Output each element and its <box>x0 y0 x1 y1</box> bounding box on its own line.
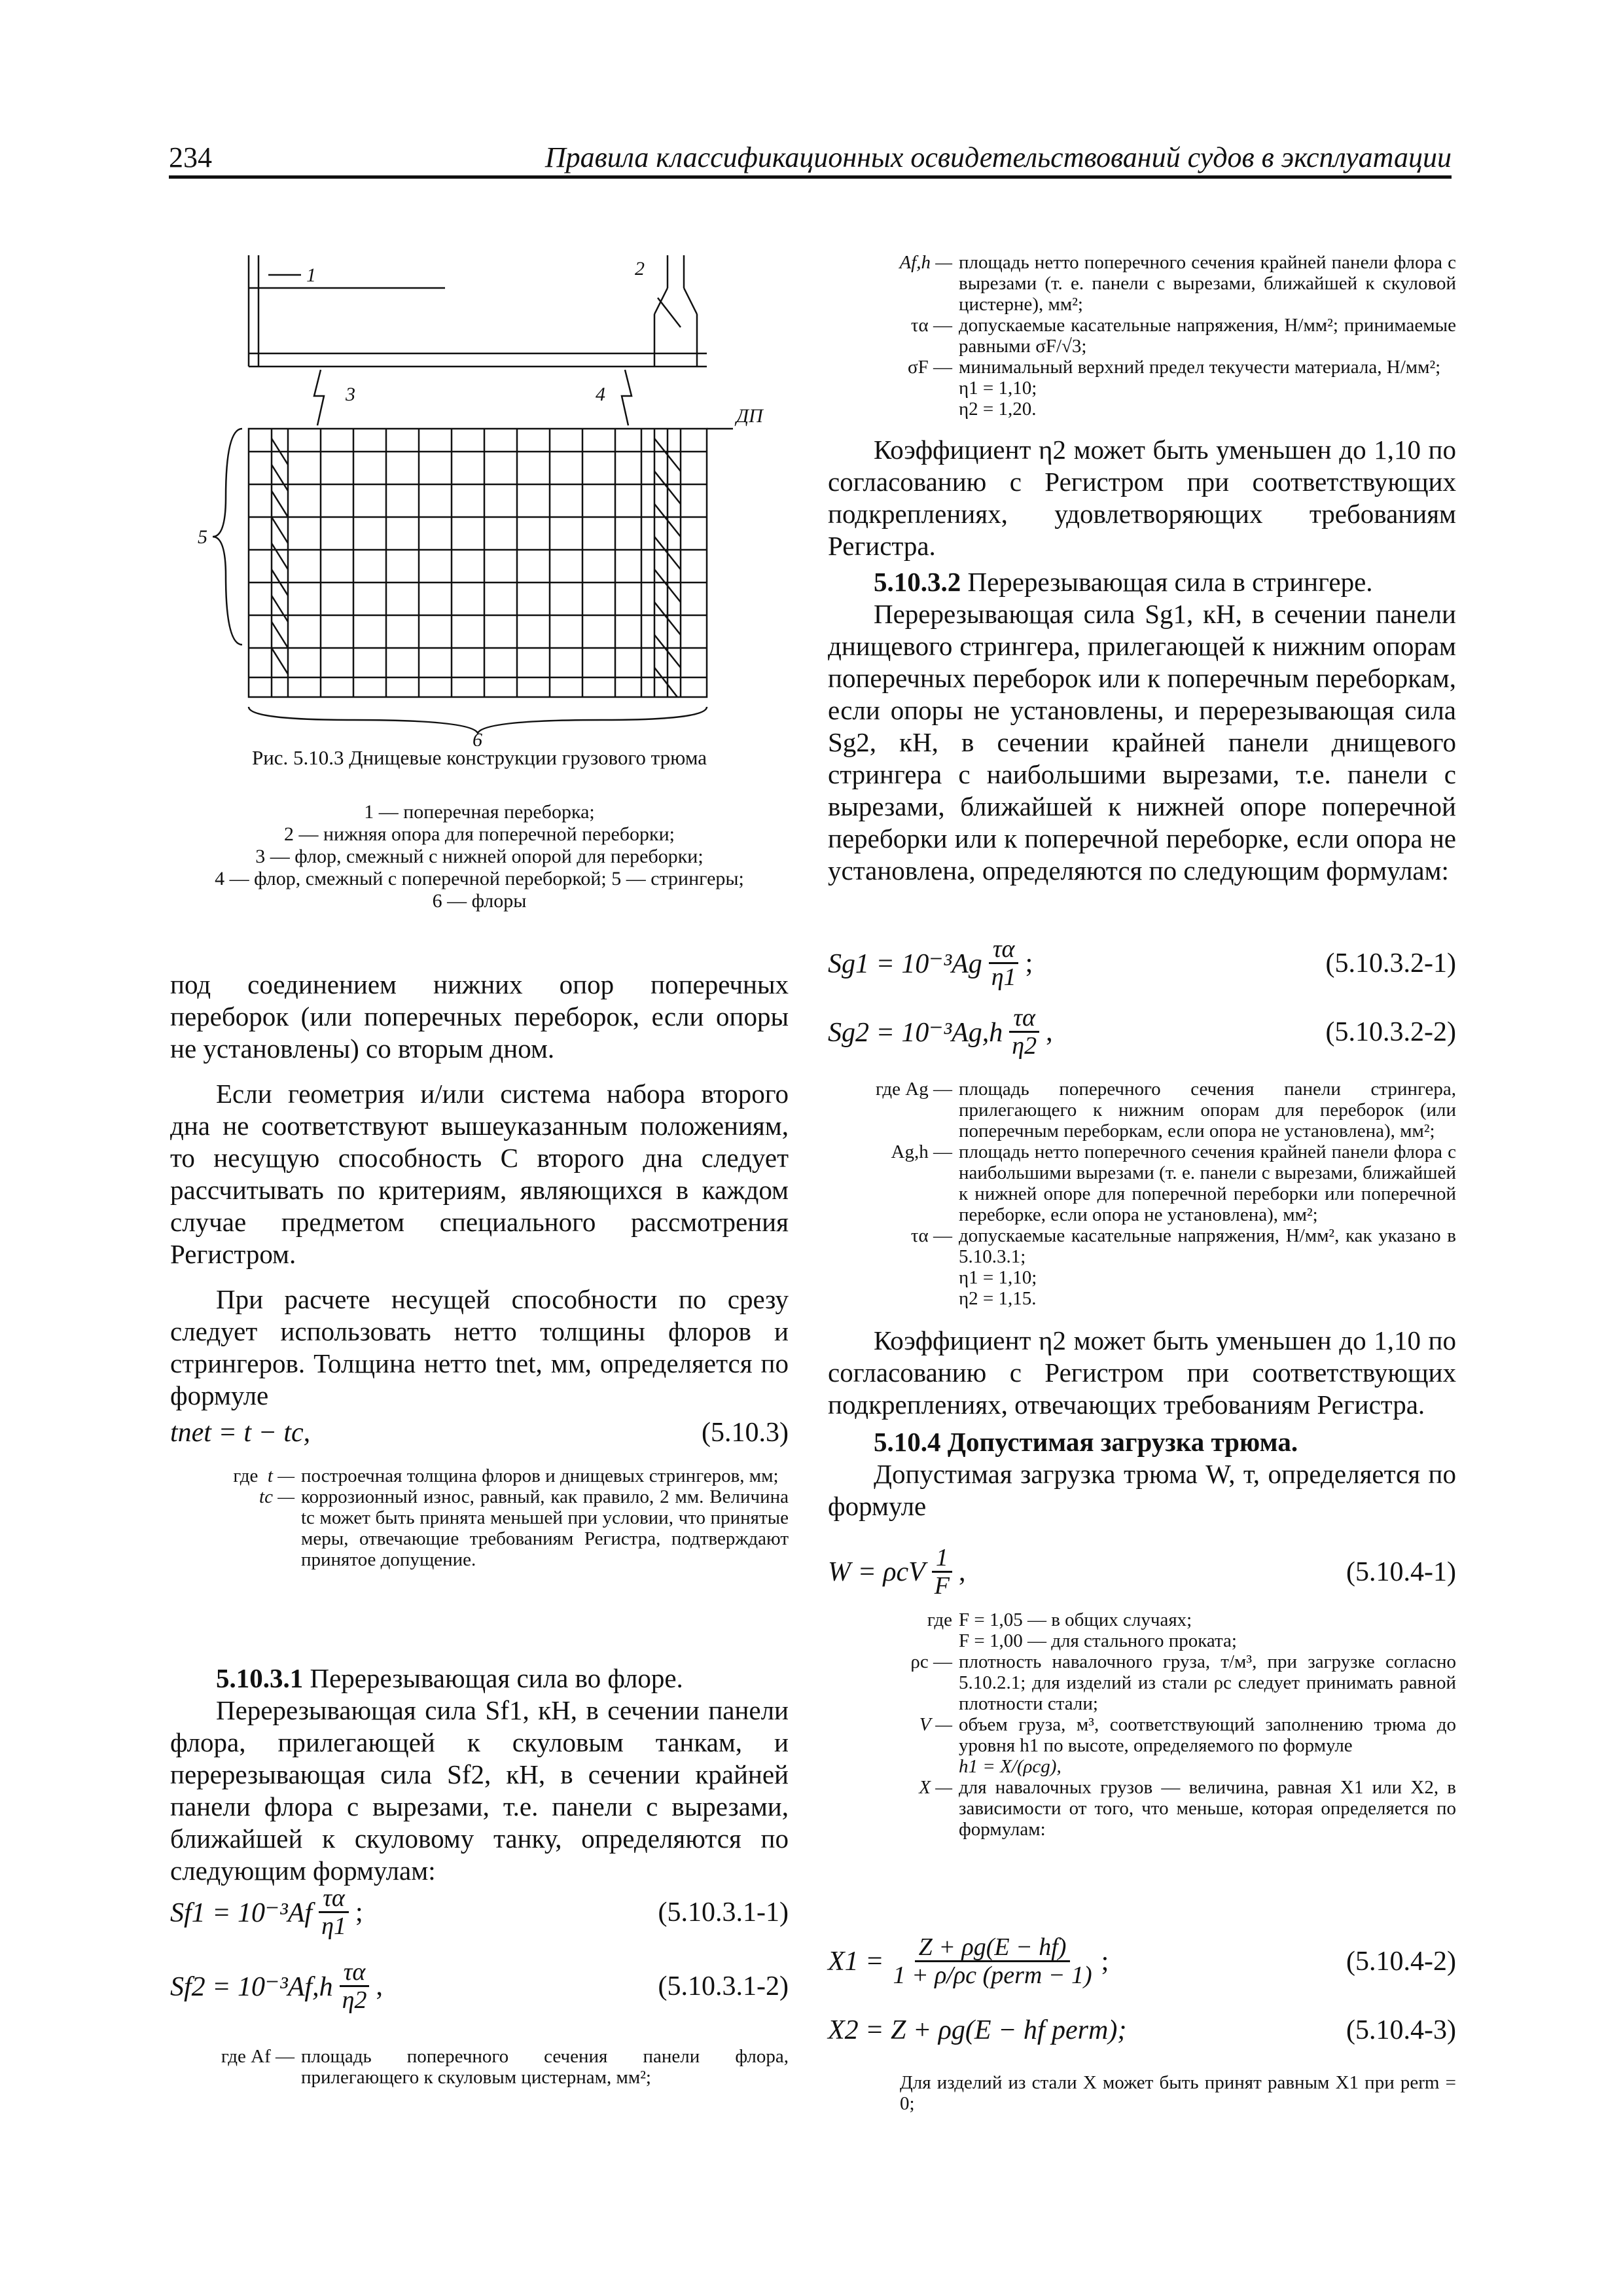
paragraph: Перерезывающая сила Sg1, кН, в сечении панели днищевого стрингера, прилегающей к нижним опорам поперечных переборок или к поперечным переборкам, если опоры не установлены, и перерезывающая сила Sg2, кН, в сечении крайней панели днищевого стрингера с наибольшими вырезами, т.е. панели с вырезами, ближайшей к нижней опоре поперечной переборки или к поперечной переборке, если опора не установлена, определяются по следующим формулам: <box>828 599 1456 886</box>
formula-sg1: Sg1 = 10⁻³Ag $\frac{\tau\alpha}{\eta 1}$ ; (5.10.3.2-1) <box>828 935 1456 991</box>
paragraph: Коэффициент η2 может быть уменьшен до 1,10 по согласованию с Регистром при соответствующих подкреплениях, отвечающих требованиям Регистра. <box>828 1325 1456 1420</box>
glossary-term: ρc — <box>910 1651 952 1672</box>
formula-number: (5.10.3.1-2) <box>658 1971 789 2001</box>
formula-x1: X1 = $\frac{Z + \rho g(E - hf)}{\text{1 + ρ/ρc (perm − 1)}}$ ; (5.10.4-2) <box>828 1933 1456 1989</box>
paragraph: под соединением нижних опор поперечных переборок (или поперечных переборок, если опоры не установлены) со вторым дном. <box>170 969 789 1064</box>
legend-item: 4 — флор, смежный с поперечной переборкой; 5 — стрингеры; <box>215 868 744 889</box>
fig-label-3: 3 <box>346 384 355 405</box>
eta-value: η2 = 1,20. <box>959 399 1037 420</box>
paragraph: Перерезывающая сила Sf1, кН, в сечении панели флора, прилегающей к скуловым танкам, и перерезывающая сила Sf2, кН, в сечении крайней панели флора с вырезами, т.е. панели с вырезами, ближайшей к скуловому танку, определяются по следующим формулам: <box>170 1695 789 1886</box>
paragraph: Допустимая загрузка трюма W, т, определяется по формуле <box>828 1459 1456 1521</box>
formula-tnet: tnet = t − tc, (5.10.3) <box>170 1418 789 1448</box>
fig-label-dp: ДП <box>736 405 763 427</box>
glossary-def: F = 1,00 — для стального проката; <box>959 1630 1237 1651</box>
glossary-term: Ag,h — <box>891 1141 952 1162</box>
figure-legend <box>170 801 789 912</box>
leader-4 <box>622 370 632 425</box>
glossary <box>828 1079 1456 1309</box>
legend-item: 2 — нижняя опора для поперечной переборки; <box>284 823 675 845</box>
section-heading-5-10-3-1: 5.10.3.1 Перерезывающая сила во флоре. <box>216 1663 683 1693</box>
glossary-term: X — <box>919 1777 952 1798</box>
fig-label-5: 5 <box>198 526 207 548</box>
glossary <box>170 2046 789 2088</box>
fig-label-2: 2 <box>635 258 645 279</box>
glossary-term: tc — <box>259 1486 294 1507</box>
glossary-term: Af,h — <box>899 252 952 273</box>
fig-label-6: 6 <box>473 729 482 746</box>
page-number: 234 <box>169 141 212 173</box>
glossary-term: где <box>927 1609 952 1630</box>
note: Для изделий из стали X может быть принят равным X1 при perm = 0; <box>900 2072 1456 2114</box>
figure-bottom-structures <box>196 249 785 746</box>
formula-x2: X2 = Z + ρg(E − hf perm); (5.10.4-3) <box>828 2015 1456 2045</box>
glossary-term: где Af — <box>221 2046 294 2067</box>
eta-value: η2 = 1,15. <box>959 1288 1037 1309</box>
brace-5 <box>213 429 242 645</box>
formula-number: (5.10.4-2) <box>1346 1946 1456 1977</box>
glossary <box>828 252 1456 420</box>
glossary-def: площадь поперечного сечения панели флора, прилегающего к скуловым цистернам, мм²; <box>301 2046 789 2088</box>
glossary-def: коррозионный износ, равный, как правило, 2 мм. Величина tc может быть принята меньшей при условии, что принятые меры, отвечающие требованиям Регистра, подтверждают принятое допущение. <box>301 1486 789 1570</box>
formula-sf1: Sf1 = 10⁻³Af $\frac{\tau\alpha}{\eta 1}$ ; (5.10.3.1-1) <box>170 1884 789 1940</box>
figure-caption: Рис. 5.10.3 Днищевые конструкции грузового трюма <box>251 746 707 769</box>
glossary-def: для навалочных грузов — величина, равная X1 или X2, в зависимости от того, что меньше, которая определяется по формулам: <box>959 1777 1456 1840</box>
eta-value: η1 = 1,10; <box>959 378 1037 399</box>
legend-item: 1 — поперечная переборка; <box>364 801 595 823</box>
glossary-def: площадь нетто поперечного сечения крайней панели флора с вырезами (т. е. панели с вырезами, ближайшей к скуловой цистерне), мм²; <box>959 252 1456 315</box>
glossary <box>170 1465 789 1570</box>
glossary-def: минимальный верхний предел текучести материала, Н/мм²; <box>959 357 1441 378</box>
formula-sf2: Sf2 = 10⁻³Af,h $\frac{\tau\alpha}{\eta 2}$ , (5.10.3.1-2) <box>170 1958 789 2014</box>
glossary-term: где t — <box>233 1465 294 1486</box>
glossary-term: V — <box>919 1714 952 1735</box>
glossary-term: τα — <box>910 1225 952 1246</box>
glossary-def: допускаемые касательные напряжения, Н/мм², как указано в 5.10.3.1; <box>959 1225 1456 1267</box>
legend-item: 3 — флор, смежный с нижней опорой для переборки; <box>255 846 704 867</box>
glossary-def: плотность навалочного груза, т/м³, при загрузке согласно 5.10.2.1; для изделий из стали ρc следует принимать равной плотности стали; <box>959 1651 1456 1714</box>
formula-w: W = ρcV $\frac{1}{F}$ , (5.10.4-1) <box>828 1544 1456 1600</box>
leader-3 <box>314 370 324 425</box>
formula-number: (5.10.3.2-1) <box>1325 948 1456 978</box>
fig-label-4: 4 <box>596 384 605 405</box>
glossary-def: F = 1,05 — в общих случаях; <box>959 1609 1192 1630</box>
glossary-term: τα — <box>910 315 952 336</box>
paragraph: При расчете несущей способности по срезу следует использовать нетто толщины флоров и стрингеров. Толщина нетто tnet, мм, определяется по формуле <box>170 1284 789 1410</box>
glossary-def: h1 = X/(ρcg), <box>959 1756 1061 1777</box>
formula-number: (5.10.4-1) <box>1346 1556 1456 1587</box>
header-rule <box>169 175 1452 179</box>
fig-label-1: 1 <box>306 264 316 286</box>
glossary-term: где Ag — <box>875 1079 952 1100</box>
glossary-def: объем груза, м³, соответствующий заполнению трюма до уровня h1 по высоте, определяемого по формуле <box>959 1714 1456 1756</box>
paragraph: Коэффициент η2 может быть уменьшен до 1,10 по согласованию с Регистром при соответствующих подкреплениях, удовлетворяющих требованиям Регистра. <box>828 435 1456 561</box>
glossary-def: площадь поперечного сечения панели стрингера, прилегающего к нижним опорам для переборок (или поперечным переборкам, если опора не установлена), мм²; <box>959 1079 1456 1141</box>
formula-number: (5.10.4-3) <box>1346 2015 1456 2045</box>
formula-number: (5.10.3.2-2) <box>1325 1016 1456 1047</box>
leader-2 <box>658 298 681 327</box>
section-heading-5-10-3-2: 5.10.3.2 Перерезывающая сила в стрингере. <box>874 567 1373 597</box>
glossary-term: σF — <box>907 357 952 378</box>
section-heading-5-10-4: 5.10.4 Допустимая загрузка трюма. <box>874 1427 1298 1457</box>
formula-number: (5.10.3.1-1) <box>658 1897 789 1928</box>
formula-number: (5.10.3) <box>702 1418 789 1448</box>
formula-sg2: Sg2 = 10⁻³Ag,h $\frac{\tau\alpha}{\eta 2}$ , (5.10.3.2-2) <box>828 1004 1456 1060</box>
fig-top-line <box>684 288 697 314</box>
paragraph: Если геометрия и/или система набора второго дна не соответствуют вышеуказанным положениям, то несущую способность C второго дна следует рассчитывать по критериям, являющихся в каждом случае предметом специального рассмотрения Регистром. <box>170 1079 789 1269</box>
glossary-def: допускаемые касательные напряжения, Н/мм²; принимаемые равными σF/√3; <box>959 315 1456 357</box>
legend-item: 6 — флоры <box>432 890 527 912</box>
glossary-def: площадь нетто поперечного сечения крайней панели флора с наибольшими вырезами (т. е. панели с вырезами, ближайшей к нижней опоре для поперечной переборки или поперечной переборке, если опора не установлена), мм²; <box>959 1141 1456 1225</box>
glossary <box>828 1609 1456 1840</box>
eta-value: η1 = 1,10; <box>959 1267 1037 1288</box>
fig-grid-frame <box>249 429 707 697</box>
running-title: Правила классификационных освидетельствований судов в эксплуатации <box>544 141 1452 173</box>
glossary-def: построечная толщина флоров и днищевых стрингеров, мм; <box>301 1465 779 1486</box>
